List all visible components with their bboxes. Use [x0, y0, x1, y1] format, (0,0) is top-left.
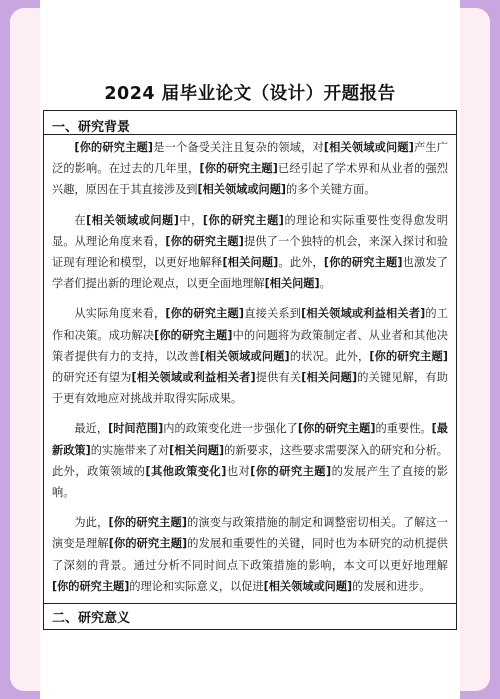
placeholder-term: [相关领域或问题] [86, 213, 179, 227]
placeholder-term: [你的研究主题] [297, 422, 376, 436]
paragraph-text: 的发展产生了直接的影响。 [52, 464, 448, 500]
paragraph-text: 的状况。此外， [289, 349, 370, 363]
paragraph-text: 也对 [226, 464, 251, 478]
document-title: 2024 届毕业论文（设计）开题报告 [104, 84, 396, 104]
section-heading-significance: 二、研究意义 [52, 611, 131, 626]
placeholder-term: [你的研究主题] [202, 213, 284, 227]
paragraph-text: 在 [74, 213, 87, 227]
placeholder-term: [你的研究主题] [165, 234, 244, 248]
paragraph [52, 137, 448, 201]
paragraph-text: 最近， [74, 422, 109, 436]
background-body [52, 137, 448, 597]
placeholder-term: [相关领域或问题] [197, 183, 286, 197]
table-divider [44, 603, 456, 604]
paragraph-text: 的演变与政策措施的制定和调整密切相关。了解这一演变是理解 [52, 516, 448, 551]
paragraph-text: 也激发了学者们提出新的理论观点，以更全面地理解 [52, 256, 448, 291]
paragraph-text: 的研究还有望为 [52, 371, 132, 385]
paragraph-text: 的发展和重要性的关键，同时也为本研究的动机提供了深刻的背景。通过分析不同时间点下政策措施的影响，本文可以更好地理解 [52, 537, 448, 572]
paragraph [52, 418, 448, 503]
placeholder-term: [相关问题] [301, 371, 358, 385]
placeholder-term: [你的研究主题] [165, 307, 245, 321]
placeholder-term: [你的研究主题] [108, 516, 187, 530]
placeholder-term: [你的研究主题] [154, 328, 233, 342]
placeholder-term: [你的研究主题] [74, 141, 154, 154]
paragraph-text: 的重要性。 [375, 422, 432, 436]
section-heading-background: 一、研究背景 [52, 120, 131, 135]
placeholder-term: [你的研究主题] [369, 349, 448, 363]
placeholder-term: [相关领域或问题] [263, 579, 353, 593]
paragraph-text: 的理论和实际重要性变得愈发明显。从理论角度来看， [52, 213, 448, 248]
paragraph [52, 512, 448, 597]
report-table [43, 110, 457, 630]
paragraph-text: 从实际角度来看， [74, 307, 166, 321]
paragraph-text: 中的问题将为政策制定者、从业者和其他决策者提供有力的支持，以改善 [52, 328, 448, 363]
placeholder-term: [最新政策] [52, 422, 448, 457]
placeholder-term: [相关问题] [169, 443, 225, 457]
placeholder-term: [相关问题] [222, 256, 279, 270]
paragraph-text: 。此外， [278, 256, 324, 270]
paragraph-text: 产生广泛的影响。在过去的几年里， [52, 141, 448, 176]
paragraph-text: 内的政策变化进一步强化了 [163, 422, 298, 436]
paragraph-text: 的工作和决策。成功解决 [52, 307, 448, 342]
paragraph-text: 提供了一个独特的机会，来深入探讨和验证现有理论和模型，以更好地解释 [52, 234, 448, 270]
paragraph-text: 的新要求，这些要求需要深入的研究和分析。此外，政策领域的 [52, 443, 448, 478]
placeholder-term: [时间范围] [108, 422, 164, 436]
placeholder-term: [相关领域或问题] [323, 141, 414, 154]
paragraph-text: 的关键见解，有助于更有效地应对挑战并取得实际成果。 [52, 371, 448, 406]
paragraph-text: 直接关系到 [244, 307, 302, 321]
paragraph-text: 的发展和进步。 [352, 579, 431, 593]
paragraph-text: 。 [319, 277, 331, 291]
paragraph-text: 是一个备受关注且复杂的领域，对 [153, 141, 324, 154]
placeholder-term: [你的研究主题] [323, 256, 403, 270]
table-divider [44, 134, 456, 135]
placeholder-term: [相关领域或利益相关者] [131, 371, 256, 385]
placeholder-term: [其他政策变化] [145, 464, 227, 478]
paragraph-text: 的理论和实际意义，以促进 [129, 579, 264, 593]
placeholder-term: [你的研究主题] [52, 579, 130, 593]
paragraph [52, 210, 448, 295]
paragraph-text: 的多个关键方面。 [286, 183, 376, 197]
placeholder-term: [相关问题] [264, 277, 320, 291]
paragraph-text: 的实施带来了对 [90, 443, 170, 457]
paragraph-text: 提供有关 [255, 371, 302, 385]
paragraph-text: 中， [178, 213, 203, 227]
placeholder-term: [你的研究主题] [108, 537, 188, 551]
paragraph-text: 已经引起了学术界和从业者的强烈兴趣，原因在于其直接涉及到 [52, 162, 448, 197]
placeholder-term: [相关领域或利益相关者] [301, 307, 426, 321]
placeholder-term: [相关领域或问题] [199, 349, 290, 363]
paragraph [52, 303, 448, 409]
placeholder-term: [你的研究主题] [199, 162, 278, 176]
paragraph-text: 为此， [74, 516, 109, 530]
placeholder-term: [你的研究主题] [250, 464, 332, 478]
